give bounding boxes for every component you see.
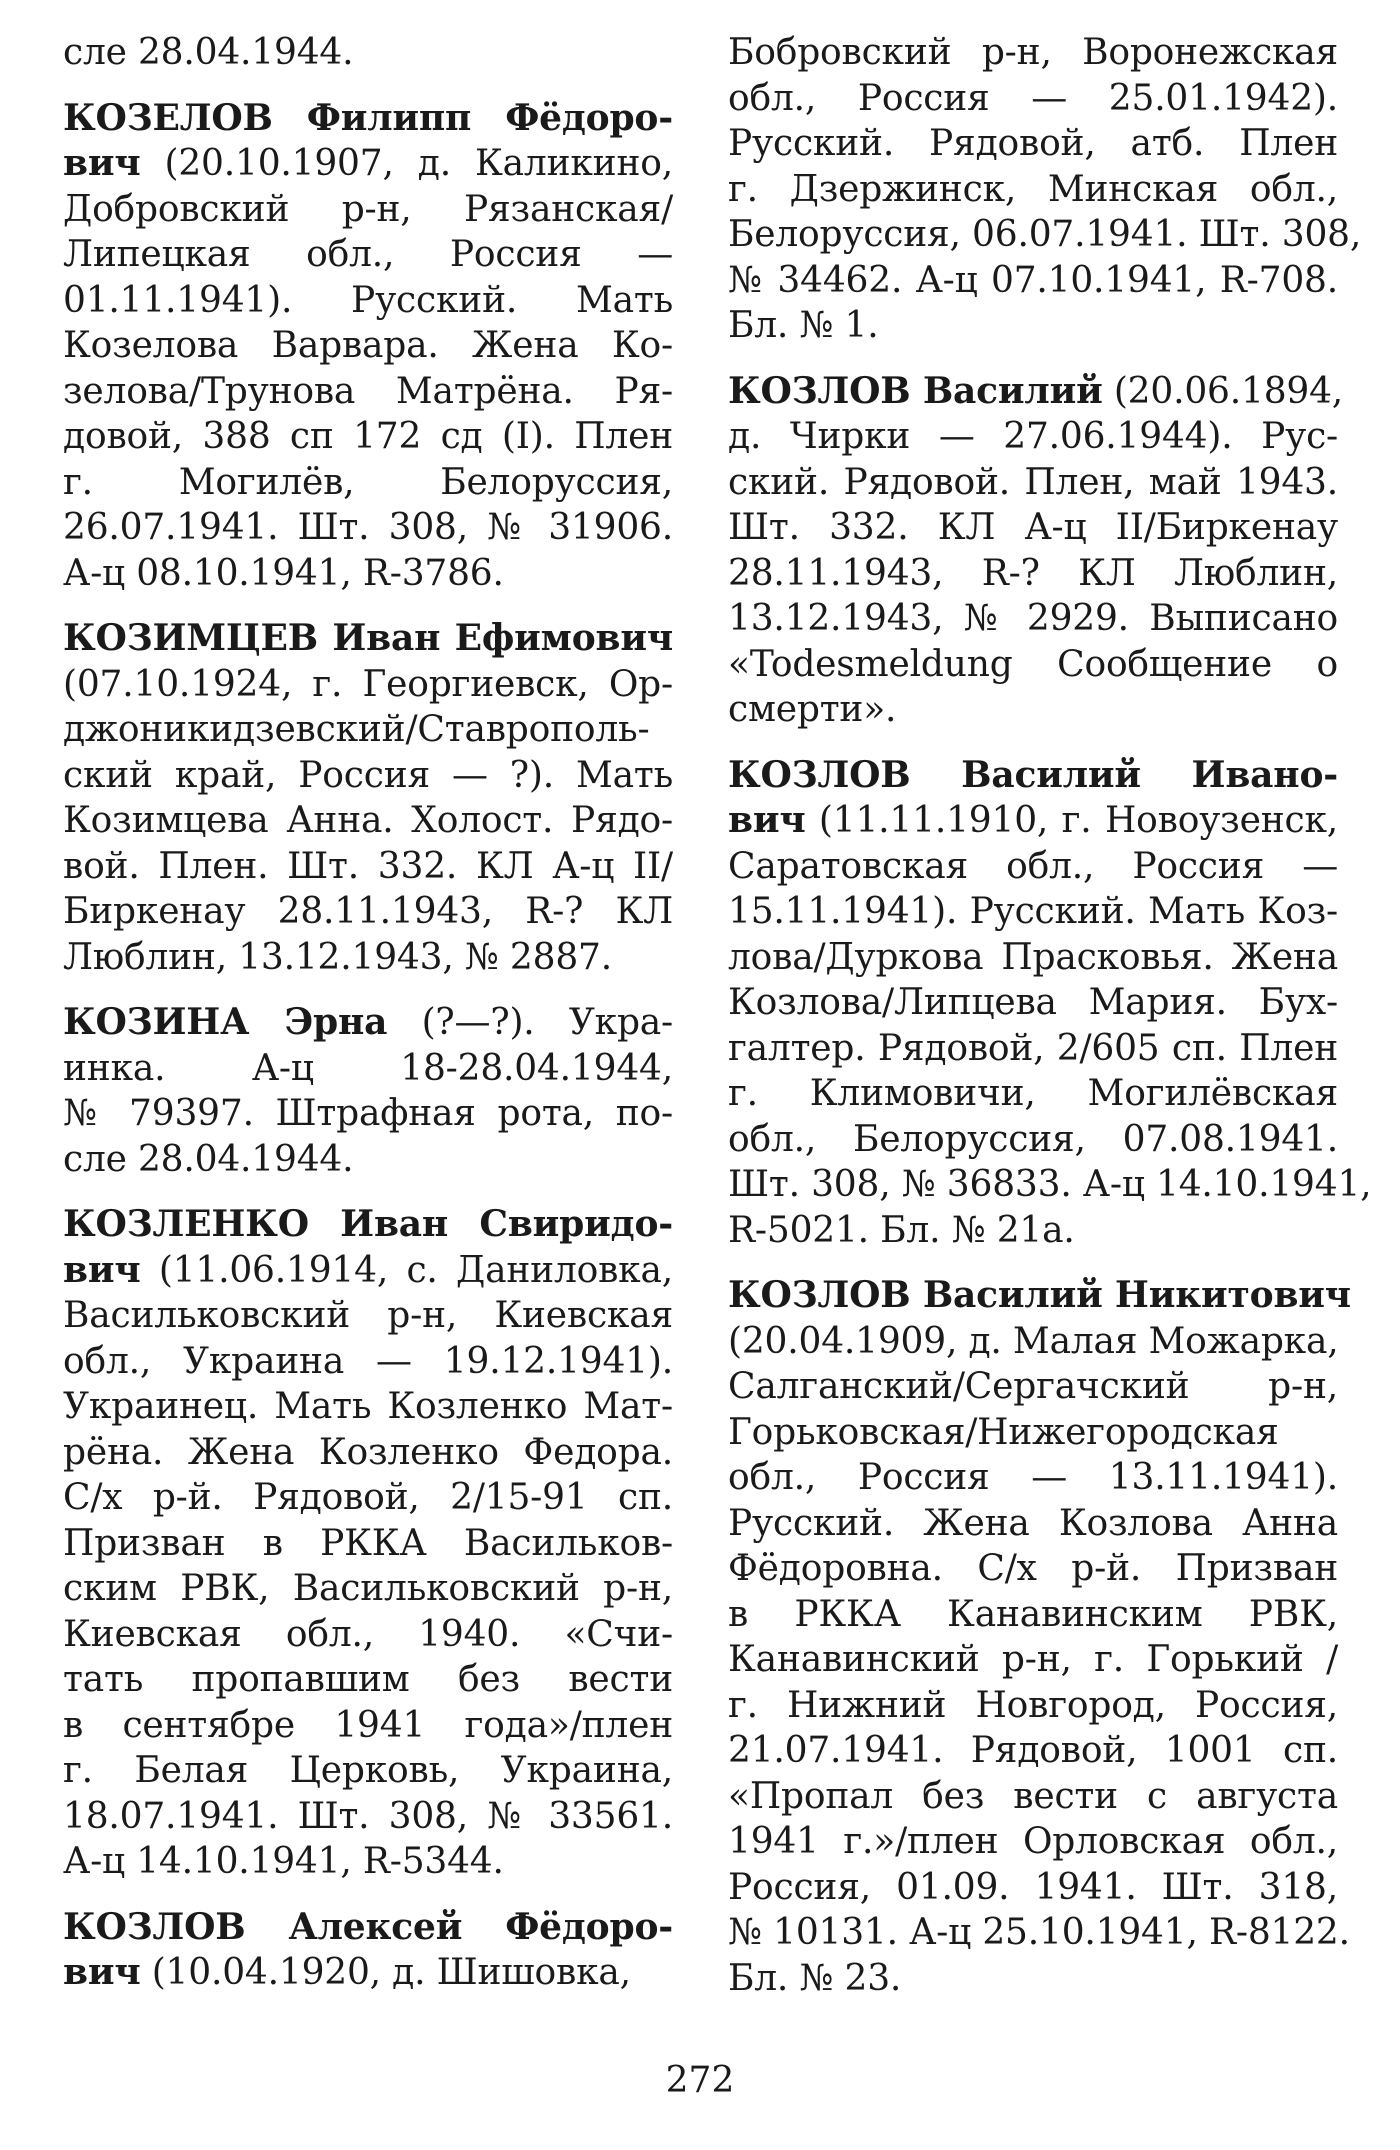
entry — [63, 1000, 673, 1182]
entry-text: Шт. 332. КЛ А-ц II/Биркенау — [728, 507, 1338, 548]
entry-text: 13.12.1943, № 2929. Выписано — [728, 598, 1338, 639]
text-line — [63, 551, 673, 597]
entry-heading: вич — [63, 1951, 141, 1993]
entry-text: 15.11.1941). Русский. Мать Коз- — [728, 891, 1338, 932]
text-line — [728, 1117, 1338, 1163]
text-line — [63, 1612, 673, 1658]
text-line — [728, 303, 1338, 349]
text-line — [728, 1208, 1338, 1254]
entry — [63, 1905, 673, 1996]
text-line — [63, 707, 673, 753]
entry-text: «Пропал без вести с августа — [728, 1775, 1338, 1817]
entry — [728, 753, 1372, 1254]
entry-text: (20.10.1907, д. Каликино, — [140, 143, 673, 184]
entry-text: (20.04.1909, д. Малая Можарка, — [728, 1320, 1339, 1362]
text-line — [63, 1046, 673, 1092]
text-line — [63, 753, 673, 799]
entry-text: ский. Рядовой. Плен, май 1943. — [728, 461, 1338, 503]
entry — [63, 616, 673, 980]
entry-text: 01.11.1941). Русский. Мать — [63, 279, 673, 321]
entry — [728, 30, 1362, 349]
entry-text: «Todesmeldung Сообщение о — [728, 643, 1338, 685]
text-line — [728, 1546, 1338, 1592]
entry-text: 1941 г.»/плен Орловская обл., — [728, 1821, 1338, 1862]
text-line — [728, 1683, 1338, 1729]
text-line — [728, 642, 1338, 688]
text-line — [728, 1071, 1338, 1117]
entry-text: г. Дзержинск, Минская обл., — [728, 168, 1338, 210]
entry-text: Украинец. Мать Козленко Мат- — [63, 1386, 673, 1427]
text-line — [63, 1000, 673, 1046]
text-line — [728, 1455, 1338, 1501]
text-line — [63, 1091, 673, 1137]
text-line — [63, 30, 673, 76]
entry-text: (11.11.1910, г. Новоузенск, — [805, 800, 1338, 841]
text-line — [728, 505, 1338, 551]
text-line — [728, 1319, 1338, 1365]
entry-text: вой. Плен. Шт. 332. КЛ А-ц II/ — [63, 845, 673, 887]
entry-text: 28.11.1943, R-? КЛ Люблин, — [728, 552, 1338, 594]
entry-text: Васильковский р-н, Киевская — [63, 1295, 673, 1336]
entry-text: Саратовская обл., Россия — — [728, 845, 1338, 887]
entry-text: ским РВК, Васильковский р-н, — [63, 1568, 673, 1609]
text-line — [63, 232, 673, 278]
text-line — [63, 323, 673, 369]
entry-text: обл., Россия — 25.01.1942). — [728, 77, 1338, 119]
entry-text: сле 28.04.1944. — [63, 32, 354, 73]
entry-text: Козелова Варвара. Жена Ко- — [63, 325, 673, 366]
text-line — [728, 1026, 1338, 1072]
entry-text: (11.06.1914, с. Даниловка, — [140, 1249, 673, 1291]
text-line — [728, 1774, 1338, 1820]
text-line — [728, 121, 1338, 167]
text-line — [63, 1794, 673, 1840]
entry-text: 18.07.1941. Шт. 308, № 33561. — [63, 1795, 673, 1837]
entry-text: Фёдоровна. С/х р-й. Призван — [728, 1548, 1338, 1589]
entry-text: (07.10.1924, г. Георгиевск, Ор- — [63, 663, 673, 705]
entry-text: Добровский р-н, Рязанская/ — [63, 188, 673, 230]
entry-heading: КОЗЛОВ Василий Никитович — [728, 1274, 1351, 1316]
text-line — [63, 141, 673, 187]
text-line — [728, 798, 1338, 844]
entry-heading: КОЗЕЛОВ Филипп Фёдоро- — [63, 96, 673, 139]
entry-text: обл., Белоруссия, 07.08.1941. — [728, 1118, 1338, 1160]
text-line — [728, 76, 1338, 122]
entry-text: Белоруссия, 06.07.1941. Шт. 308, — [728, 214, 1362, 255]
entry-text: обл., Россия — 13.11.1941). — [728, 1457, 1338, 1498]
entry-text: 26.07.1941. Шт. 308, № 31906. — [63, 507, 673, 548]
text-line — [728, 596, 1338, 642]
entry-text: № 34462. А-ц 07.10.1941, R-708. — [728, 259, 1338, 301]
entry-text: г. Климовичи, Могилёвская — [728, 1073, 1338, 1114]
text-line — [63, 1339, 673, 1385]
text-line — [728, 1910, 1350, 1956]
text-line — [63, 187, 673, 233]
entry-heading: вич — [63, 142, 141, 184]
text-line — [728, 980, 1338, 1026]
entry-text: зелова/Трунова Матрёна. Ря- — [63, 370, 673, 412]
entry-text: довой, 388 сп 172 сд (I). Плен — [63, 416, 673, 457]
entry-text: джоникидзевский/Ставрополь- — [63, 709, 650, 750]
entry-text: инка. А-ц 18-28.04.1944, — [63, 1047, 673, 1089]
entry-heading: КОЗИНА Эрна — [63, 1001, 388, 1043]
text-line — [728, 551, 1338, 597]
text-line — [728, 1819, 1338, 1865]
text-line — [63, 1137, 673, 1183]
entry-text: Бобровский р-н, Воронежская — [728, 32, 1338, 73]
entry-text: (?—?). Укра- — [387, 1002, 674, 1043]
entry-text: лова/Дуркова Прасковья. Жена — [728, 936, 1338, 978]
entry-text: Канавинский р-н, г. Горький / — [728, 1639, 1338, 1680]
left-column — [63, 30, 673, 2016]
entry-text: (20.06.1894, — [1102, 370, 1344, 412]
text-line — [63, 844, 673, 890]
text-line — [63, 1566, 673, 1612]
entry-text: Люблин, 13.12.1943, № 2887. — [63, 936, 612, 978]
text-line — [728, 1637, 1338, 1683]
entry — [728, 1273, 1351, 2001]
text-line — [728, 30, 1338, 76]
entry-text: С/х р-й. Рядовой, 2/15-91 сп. — [63, 1477, 673, 1518]
text-line — [63, 369, 673, 415]
text-line — [728, 1865, 1338, 1911]
entry — [63, 96, 673, 597]
entry-text: А-ц 14.10.1941, R-5344. — [63, 1841, 504, 1882]
text-line — [63, 1950, 673, 1996]
entry-text: д. Чирки — 27.06.1944). Рус- — [728, 416, 1338, 457]
text-line — [728, 414, 1338, 460]
entry-text: R-5021. Бл. № 21а. — [728, 1209, 1075, 1251]
text-line — [63, 460, 673, 506]
text-line — [728, 753, 1338, 799]
text-line — [728, 1410, 1338, 1456]
entry-text: обл., Украина — 19.12.1941). — [63, 1340, 673, 1382]
text-line — [63, 1475, 673, 1521]
text-line — [728, 687, 1338, 733]
right-column — [728, 30, 1372, 2021]
text-line — [728, 369, 1344, 415]
page-number: 272 — [665, 2060, 735, 2101]
text-line — [63, 1384, 673, 1430]
entry-text: сле 28.04.1944. — [63, 1138, 354, 1180]
entry-text: рёна. Жена Козленко Федора. — [63, 1431, 673, 1473]
text-line — [728, 1956, 1338, 2002]
text-line — [63, 616, 673, 662]
entry-text: Бл. № 23. — [728, 1957, 902, 1999]
text-line — [63, 798, 673, 844]
text-line — [728, 1728, 1338, 1774]
entry-text: Козлова/Липцева Мария. Бух- — [728, 982, 1338, 1023]
entry-text: г. Белая Церковь, Украина, — [63, 1750, 673, 1791]
entry-text: № 79397. Штрафная рота, по- — [63, 1093, 673, 1134]
text-line — [63, 1202, 673, 1248]
text-line — [728, 1364, 1338, 1410]
entry-text: г. Нижний Новгород, Россия, — [728, 1684, 1338, 1726]
text-line — [63, 505, 673, 551]
text-line — [63, 1657, 673, 1703]
entry-text: Биркенау 28.11.1943, R-? КЛ — [63, 891, 673, 932]
text-line — [63, 1430, 673, 1476]
entry-heading: вич — [63, 1248, 141, 1291]
entry-heading: КОЗЛЕНКО Иван Свиридо- — [63, 1203, 673, 1245]
entry-heading: КОЗЛОВ Алексей Фёдоро- — [63, 1905, 673, 1948]
entry-text: Горьковская/Нижегородская — [728, 1411, 1279, 1453]
entry-text: Киевская обл., 1940. «Счи- — [63, 1613, 673, 1655]
entry-text: (10.04.1920, д. Шишовка, — [140, 1952, 631, 1993]
text-line — [63, 1748, 673, 1794]
entry-heading: КОЗЛОВ Василий — [728, 369, 1103, 412]
text-line — [63, 96, 673, 142]
entry-text: Липецкая обл., Россия — — [63, 234, 673, 275]
entry-text: Бл. № 1. — [728, 305, 879, 346]
entry-heading: вич — [728, 799, 806, 841]
text-line — [63, 1293, 673, 1339]
text-line — [728, 1273, 1351, 1319]
entry-text: Призван в РККА Васильков- — [63, 1522, 673, 1564]
text-line — [728, 1162, 1372, 1208]
text-line — [63, 1703, 673, 1749]
entry-text: смерти». — [728, 689, 897, 730]
entry-text: в сентябре 1941 года»/плен — [63, 1704, 673, 1746]
entry-text: в РККА Канавинским РВК, — [728, 1593, 1338, 1635]
text-line — [728, 844, 1338, 890]
text-line — [728, 1501, 1338, 1547]
text-line — [728, 1592, 1338, 1638]
entry — [728, 369, 1344, 733]
entry-text: Россия, 01.09. 1941. Шт. 318, — [728, 1866, 1338, 1908]
entry-heading: КОЗИМЦЕВ Иван Ефимович — [63, 617, 673, 659]
text-line — [63, 1521, 673, 1567]
text-line — [63, 1248, 673, 1294]
text-line — [63, 1905, 673, 1951]
text-line — [63, 662, 673, 708]
text-line — [728, 167, 1338, 213]
text-line — [728, 935, 1338, 981]
text-line — [728, 460, 1338, 506]
entry — [63, 30, 673, 76]
entry-text: г. Могилёв, Белоруссия, — [63, 461, 673, 503]
entry-text: Салганский/Сергачский р-н, — [728, 1366, 1338, 1407]
entry — [63, 1202, 673, 1885]
entry-text: Шт. 308, № 36833. А-ц 14.10.1941, — [728, 1164, 1372, 1205]
text-line — [728, 258, 1338, 304]
text-line — [63, 935, 673, 981]
entry-text: 21.07.1941. Рядовой, 1001 сп. — [728, 1730, 1338, 1771]
entry-text: Русский. Рядовой, атб. Плен — [728, 123, 1338, 164]
text-line — [63, 414, 673, 460]
entry-text: № 10131. А-ц 25.10.1941, R-8122. — [728, 1912, 1350, 1953]
entry-text: А-ц 08.10.1941, R-3786. — [63, 552, 504, 594]
text-line — [728, 212, 1362, 258]
entry-heading: КОЗЛОВ Василий Ивано- — [728, 753, 1338, 796]
entry-text: тать пропавшим без вести — [63, 1659, 673, 1700]
text-line — [63, 278, 673, 324]
entry-text: Русский. Жена Козлова Анна — [728, 1502, 1338, 1544]
entry-text: галтер. Рядовой, 2/605 сп. Плен — [728, 1027, 1338, 1069]
entry-text: ский край, Россия — ?). Мать — [63, 754, 673, 796]
text-line — [63, 889, 673, 935]
entry-text: Козимцева Анна. Холост. Рядо- — [63, 800, 673, 841]
text-line — [728, 889, 1338, 935]
text-line — [63, 1839, 673, 1885]
